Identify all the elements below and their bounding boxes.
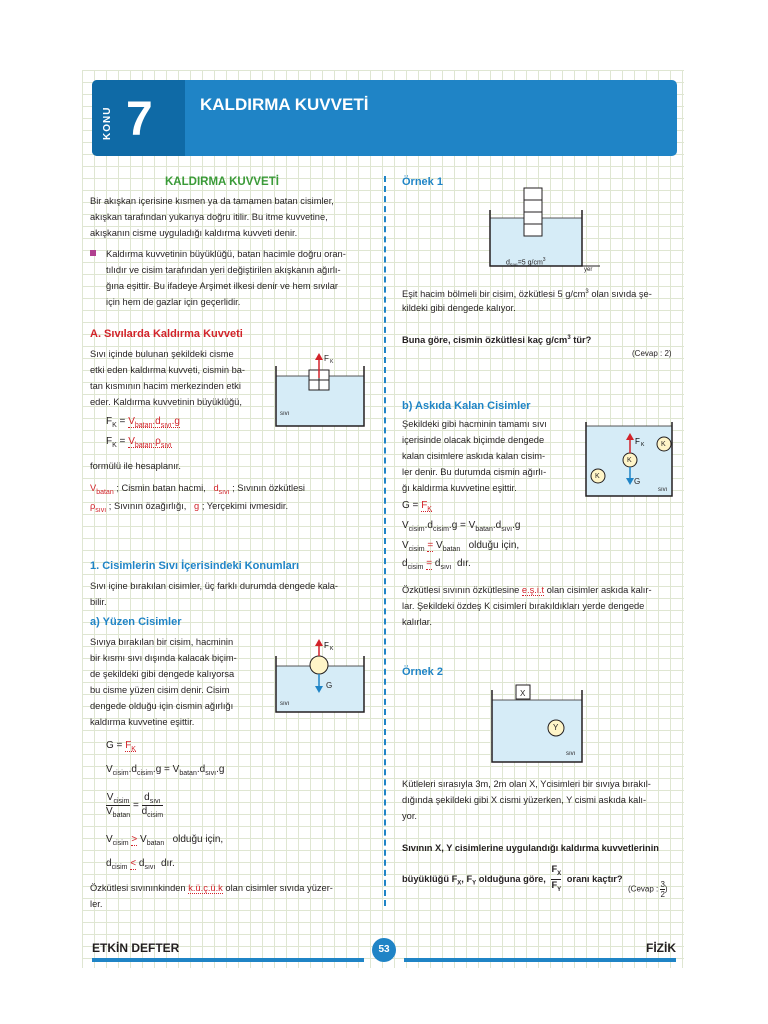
example2-question-1: Sıvının X, Y cisimlerine uygulandığı kaldırma kuvvetlerinin [402, 843, 659, 853]
chapter-number: 7 [126, 93, 153, 146]
example1-line-2: kildeki gibi dengede kalıyor. [402, 303, 516, 313]
example2-answer: (Cevap : $\frac{3}{2}$) [628, 880, 668, 899]
sec-a-line-3: tan kısmının hacim merkezinden etki [90, 381, 241, 391]
formula-fk-2: $F_K = V_{batan}.\rho_{sıvı}$ [106, 436, 172, 449]
sec1-line-2: bilir. [90, 597, 107, 607]
section-1-title: 1. Cisimlerin Sıvı İçerisindeki Konumları [90, 560, 300, 572]
footer-rule-left [92, 958, 364, 962]
k-label-center: K [627, 457, 632, 464]
float-line-5: dengede olduğu için cismin ağırlığı [90, 701, 234, 711]
example1-question: Buna göre, cismin özkütlesi kaç $g/cm^3$ tür? [402, 335, 592, 346]
susp-para-3: kalırlar. [402, 617, 432, 627]
footer-rule-right [404, 958, 676, 962]
bullet-line-1: Kaldırma kuvvetinin büyüklüğü, batan hacimle doğru oran- [106, 249, 346, 259]
float-line-3: de şekildeki gibi dengede kalıyorsa [90, 669, 235, 679]
legend-line-2: $\rho_{sıvı}$ ; Sıvının özağırlığı, g ; Yerçekimi ivmesidir. [90, 501, 289, 514]
fig2-liquid-label: sıvı [280, 701, 290, 707]
formula-dcompare: $d_{cisim} < d_{sıvı}$ dır. [106, 858, 175, 871]
y-label: Y [553, 723, 559, 732]
intro-line-1: Bir akışkan içerisine kısmen ya da tamamen batan cisimler, [90, 196, 334, 206]
formula-vequal: $V_{cisim} = V_{batan}$ olduğu için, [402, 540, 520, 553]
formula-g-fk: $G = F_K$ [106, 740, 136, 753]
sec-a-line-1: Sıvı içinde bulunan şekildeki cisme [90, 349, 234, 359]
example2-title: Örnek 2 [402, 666, 443, 678]
example1-line-1: Eşit hacim bölmeli bir cisim, özkütlesi 5 $g/cm^3$ olan sıvıda şe- [402, 289, 652, 300]
example2-question-2: büyüklüğü $F_X$, $F_Y$ olduğuna göre, $\frac{F_X}{F_Y}$ oranı kaçtır? [402, 864, 623, 893]
float-line-1: Sıvıya bırakılan bir cisim, hacminin [90, 637, 234, 647]
float-line-4: bu cisme yüzen cisim denir. Cisim [90, 685, 230, 695]
example2-line-1: Kütleleri sırasıyla 3m, 2m olan X, Ycisimleri bir sıvıya bırakıl- [402, 779, 651, 789]
float-line-6: kaldırma kuvvetine eşittir. [90, 717, 195, 727]
footer-left: ETKİN DEFTER [92, 941, 180, 955]
bullet-square [90, 250, 96, 256]
example2-line-3: yor. [402, 811, 417, 821]
example2-line-2: dığında şekildeki gibi X cismi yüzerken, Y cismi askıda kalı- [402, 795, 647, 805]
bullet-line-3: ğına eşittir. Bu ifadeye Arşimet ilkesi denir ve hem sıvılar [106, 281, 339, 291]
section-title: KALDIRMA KUVVETİ [165, 176, 279, 188]
bottom-line-1: Özkütlesi sıvınınkinden k.ü.ç.ü.k olan cisimler sıvıda yüzer- [90, 883, 333, 893]
fig3-liquid-label: sıvı [658, 487, 668, 493]
example1-density: $d_{sıvı}=5$ $g/cm^3$ [506, 257, 546, 269]
formula-vdg-right: $V_{cisim}.d_{cisim}.g = V_{batan}.d_{sıvı}.g$ [402, 520, 521, 533]
example1-ground: yer [584, 267, 593, 273]
x-label: X [520, 689, 526, 698]
example1-title: Örnek 1 [402, 176, 443, 188]
k-label-left: K [595, 473, 600, 480]
sec1-line-1: Sıvı içine bırakılan cisimler, üç farklı durumda dengede kala- [90, 581, 339, 591]
sec-a-line-2: etki eden kaldırma kuvveti, cismin ba- [90, 365, 246, 375]
formula-tail: formülü ile hesaplanır. [90, 461, 181, 471]
svg-text:F: F [324, 354, 329, 363]
formula-vcompare: $V_{cisim} > V_{batan}$ olduğu için, [106, 834, 224, 847]
legend-line-1: $V_{batan}$ ; Cismin batan hacmi, $d_{sıvı}$ ; Sıvının özkütlesi [90, 483, 305, 496]
bullet-line-4: için hem de gazlar için geçerlidir. [106, 297, 241, 307]
susp-line-2: içerisinde olacak biçimde dengede [402, 435, 545, 445]
konu-label: KONU [102, 106, 113, 140]
fig2-weight-label: G [326, 681, 333, 690]
float-line-2: bir kısmı sıvı dışında kalacak biçim- [90, 653, 237, 663]
formula-dequal: $d_{cisim} = d_{sıvı}$ dır. [402, 558, 471, 571]
intro-line-2: akışkan tarafından yukarıya doğru itilir. Bu itme kuvvetine, [90, 212, 328, 222]
formula-fk-1: $F_K = V_{batan}.d_{sıvı}.g$ [106, 416, 180, 429]
susp-line-3: kalan cisimlere askıda kalan cisim- [402, 451, 546, 461]
fig1-liquid-label: sıvı [280, 411, 290, 417]
bottom-line-2: ler. [90, 899, 103, 909]
bullet-line-2: tılıdır ve cisim tarafından yeri değiştirilen akışkanın ağırlı- [106, 265, 341, 275]
susp-para-2: lar. Şekildeki özdeş K cisimleri bırakıldıkları yerde dengede [402, 601, 645, 611]
svg-text:F: F [324, 641, 329, 650]
susp-line-1: Şekildeki gibi hacminin tamamı sıvı [402, 419, 547, 429]
footer-right: FİZİK [646, 941, 676, 955]
formula-g-fk-right: $G = F_K$ [402, 500, 432, 513]
svg-text:K: K [330, 359, 334, 365]
svg-text:F: F [635, 437, 640, 446]
susp-para-1: Özkütlesi sıvının özkütlesine e.ş.i.t olan cisimler askıda kalır- [402, 585, 652, 595]
section-a-title: A. Sıvılarda Kaldırma Kuvveti [90, 328, 243, 340]
svg-text:K: K [330, 646, 334, 652]
sec-a-line-4: eder. Kaldırma kuvvetinin büyüklüğü, [90, 397, 242, 407]
page-number: 53 [372, 938, 396, 962]
formula-ratio: $V_{cisim}$ $V_{batan}$ = $d_{sıvı}$ $d_{cisim}$ [106, 792, 164, 819]
example1-answer: (Cevap : 2) [632, 349, 672, 358]
susp-line-4: ler denir. Bu durumda cismin ağırlı- [402, 467, 547, 477]
fig4-liquid-label: sıvı [566, 751, 576, 757]
fig3-weight-label: G [634, 477, 641, 486]
formula-vdg: $V_{cisim}.d_{cisim}.g = V_{batan}.d_{sıvı}.g$ [106, 764, 225, 777]
floating-title: a) Yüzen Cisimler [90, 616, 182, 628]
svg-text:K: K [641, 442, 645, 448]
suspended-title: b) Askıda Kalan Cisimler [402, 400, 531, 412]
figure-submerged-block [272, 352, 372, 432]
column-divider [384, 176, 386, 906]
k-label-right: K [661, 441, 666, 448]
chapter-title: KALDIRMA KUVVETİ [200, 95, 369, 114]
intro-line-3: akışkanın cisme uyguladığı kaldırma kuvveti denir. [90, 228, 298, 238]
susp-line-5: ğı kaldırma kuvvetine eşittir. [402, 483, 517, 493]
